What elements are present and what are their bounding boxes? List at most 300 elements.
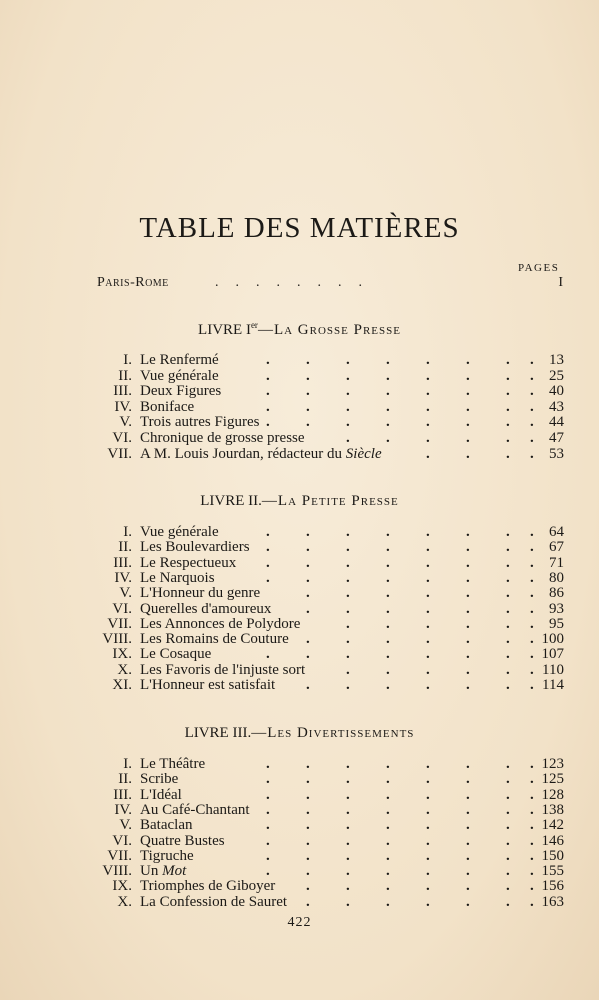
leader-dot: . <box>506 771 510 788</box>
chapter-title <box>140 802 250 818</box>
page-number: 422 <box>287 915 312 930</box>
leader-dot: . <box>426 539 430 556</box>
chapter-page: 13 <box>549 352 564 368</box>
chapter-title <box>140 399 194 415</box>
chapter-title <box>140 414 259 430</box>
chapter-title-text: La Confession de Sauret <box>140 893 288 910</box>
chapter-title-text: Chronique de grosse presse <box>140 430 305 446</box>
chapter-number: VIII. <box>102 863 132 880</box>
leader-dot: . <box>426 863 430 880</box>
leader-dot: . <box>506 817 510 834</box>
leader-dot: . <box>426 352 430 368</box>
chapter-number: VII. <box>107 445 132 462</box>
chapter-page: 114 <box>542 677 564 693</box>
leader-dot: . <box>506 615 510 632</box>
chapter-number: VII. <box>107 847 132 864</box>
leader-dot: . <box>530 817 534 834</box>
leader-dot: . <box>386 646 390 663</box>
leader-dot: . <box>506 367 510 384</box>
leader-dot: . <box>266 554 270 571</box>
leader-dot: . <box>530 430 534 446</box>
toc-entry <box>0 894 599 910</box>
leader-dot: . <box>306 631 310 648</box>
chapter-title-text: Bataclan <box>140 817 193 834</box>
leader-dot: . <box>530 398 534 415</box>
leader-dot: . <box>506 430 510 446</box>
leader-dot: . <box>346 646 350 663</box>
chapter-number: VII. <box>107 615 132 632</box>
leader-dot: . <box>466 847 470 864</box>
chapter-title <box>140 894 287 910</box>
leader-dot: . <box>346 398 350 415</box>
leader-dot: . <box>346 554 350 571</box>
leader-dot: . <box>306 569 310 586</box>
chapter-title-text: Vue générale <box>140 524 219 540</box>
chapter-title <box>140 817 192 833</box>
leader-dot: . <box>306 600 310 617</box>
leader-dot: . <box>530 615 534 632</box>
leader-dot: . <box>506 414 510 431</box>
leader-dot: . <box>530 832 534 849</box>
livre-heading-sup: er <box>250 320 258 330</box>
leader-dot: . <box>530 847 534 864</box>
chapter-title <box>140 646 211 662</box>
chapter-title <box>140 368 219 384</box>
chapter-title-text: Boniface <box>140 398 195 415</box>
leader-dot: . <box>266 756 270 772</box>
chapter-number: X. <box>117 661 132 678</box>
leader-dot: . <box>506 832 510 849</box>
chapter-page: 123 <box>541 756 564 772</box>
leader-dot: . <box>346 756 350 772</box>
chapter-title-italic: Mot <box>162 863 187 880</box>
leader-dot: . <box>346 631 350 648</box>
leader-dot: . <box>530 585 534 602</box>
chapter-title <box>140 787 182 803</box>
chapter-page: 43 <box>549 398 564 415</box>
leader-dot: . <box>466 756 470 772</box>
chapter-title <box>140 878 275 894</box>
leader-dot: . <box>386 367 390 384</box>
leader-dot: . <box>346 677 350 693</box>
toc-entry <box>0 524 599 540</box>
leader-dot: . <box>346 832 350 849</box>
leader-dot: . <box>426 367 430 384</box>
leader-dot: . <box>426 661 430 678</box>
chapter-number: VI. <box>112 430 132 446</box>
leader-dot: . <box>466 817 470 834</box>
leader-dot: . <box>506 878 510 895</box>
leader-dot: . <box>306 878 310 895</box>
chapter-page: 93 <box>549 600 564 617</box>
leader-dot: . <box>306 677 310 693</box>
leader-dot: . <box>266 771 270 788</box>
chapter-title <box>140 662 305 678</box>
leader-dot: . <box>306 367 310 384</box>
chapter-title <box>140 524 219 540</box>
toc-entry <box>0 771 599 787</box>
toc-entry <box>0 833 599 849</box>
chapter-number: V. <box>119 817 132 834</box>
chapter-page: 128 <box>541 786 564 803</box>
chapter-title <box>140 631 289 647</box>
livre-heading <box>0 320 599 339</box>
leader-dot: . <box>426 677 430 693</box>
leader-dot: . <box>530 878 534 895</box>
livre-heading <box>0 725 599 742</box>
chapter-number: IV. <box>114 569 132 586</box>
chapter-title <box>140 446 382 462</box>
livre-heading-subtitle: —Les Divertissements <box>251 725 415 741</box>
leader-dot: . <box>426 414 430 431</box>
chapter-number: V. <box>119 414 132 431</box>
leader-dot: . <box>426 786 430 803</box>
chapter-title-text: Vue générale <box>140 367 219 384</box>
leader-dot: . <box>386 863 390 880</box>
leader-dot: . <box>386 539 390 556</box>
chapter-title <box>140 585 260 601</box>
leader-dot: . <box>466 661 470 678</box>
chapter-page: 110 <box>542 661 564 678</box>
leader-dot: . <box>466 786 470 803</box>
leader-dot: . <box>386 600 390 617</box>
leader-dot: . <box>386 554 390 571</box>
leader-dot: . <box>386 661 390 678</box>
pages-column-label: PAGES <box>518 262 560 274</box>
chapter-title-text: Les Favoris de l'injuste sort <box>140 661 306 678</box>
leader-dot: . <box>386 878 390 895</box>
chapter-title-text: Quatre Bustes <box>140 832 225 849</box>
leader-dot: . <box>426 646 430 663</box>
livre-heading-subtitle: —La Grosse Presse <box>257 322 401 338</box>
leader-dot: . <box>266 817 270 834</box>
chapter-number: I. <box>123 524 132 540</box>
chapter-title <box>140 430 305 446</box>
leader-dot: . <box>506 554 510 571</box>
leader-dot: . <box>466 445 470 462</box>
livre-heading-main: LIVRE II. <box>200 493 262 509</box>
chapter-page: 95 <box>549 615 564 632</box>
leader-dot: . <box>506 445 510 462</box>
chapter-title <box>140 616 300 632</box>
leader-dot: . <box>386 615 390 632</box>
leader-dot: . <box>530 383 534 400</box>
leader-dot: . <box>346 847 350 864</box>
chapter-page: 107 <box>541 646 564 663</box>
leader-dot: . <box>506 893 510 910</box>
leader-dot: . <box>306 585 310 602</box>
leader-dot: . <box>426 383 430 400</box>
chapter-number: II. <box>118 367 132 384</box>
chapter-title-italic: Siècle <box>345 445 382 462</box>
toc-entry <box>0 430 599 446</box>
leader-dot: . <box>426 430 430 446</box>
toc-entry <box>0 570 599 586</box>
leader-dot: . <box>386 756 390 772</box>
leader-dot: . <box>386 414 390 431</box>
leader-dot: . <box>306 832 310 849</box>
leader-dot: . <box>530 893 534 910</box>
leader-dot: . <box>506 677 510 693</box>
leader-dot: . <box>386 585 390 602</box>
leader-dot: . <box>386 398 390 415</box>
leader-dot: . <box>306 383 310 400</box>
leader-dot: . <box>530 445 534 462</box>
leader-dot: . <box>466 600 470 617</box>
chapter-number: VI. <box>112 832 132 849</box>
leader-dot: . <box>530 600 534 617</box>
leader-dot: . <box>506 383 510 400</box>
livre-heading-subtitle: —La Petite Presse <box>261 493 399 509</box>
leader-dot: . <box>426 756 430 772</box>
chapter-title <box>140 352 219 368</box>
leader-dot: . <box>426 615 430 632</box>
leader-dot: . <box>466 554 470 571</box>
leader-dot: . <box>306 414 310 431</box>
leader-dot: . <box>466 539 470 556</box>
chapter-number: II. <box>118 771 132 788</box>
chapter-page: 67 <box>549 539 564 556</box>
chapter-page: 64 <box>549 524 564 540</box>
chapter-title <box>140 771 178 787</box>
leader-dot: . <box>506 569 510 586</box>
leader-dot: . <box>266 569 270 586</box>
leader-dot: . <box>266 414 270 431</box>
chapter-title-text: Un <box>140 863 163 880</box>
toc-entry <box>0 787 599 803</box>
leader-dot: . <box>386 786 390 803</box>
chapter-title-text: Le Respectueux <box>140 554 237 571</box>
leader-dot: . <box>466 430 470 446</box>
chapter-title-text: Les Romains de Couture <box>140 631 289 648</box>
toc-entry <box>0 555 599 571</box>
intro-entry <box>97 275 563 293</box>
leader-dot: . <box>306 893 310 910</box>
chapter-title-text: L'Honneur du genre <box>140 585 261 602</box>
chapter-number: I. <box>123 756 132 772</box>
leader-dot: . <box>530 352 534 368</box>
chapter-title <box>140 539 250 555</box>
chapter-number: IX. <box>112 646 132 663</box>
toc-entry <box>0 848 599 864</box>
toc-entry <box>0 646 599 662</box>
leader-dot: . <box>466 863 470 880</box>
leader-dot: . <box>346 661 350 678</box>
chapter-title <box>140 570 215 586</box>
leader-dot: . <box>506 398 510 415</box>
leader-dot: . <box>466 569 470 586</box>
leader-dot: . <box>386 677 390 693</box>
leader-dot: . <box>386 832 390 849</box>
chapter-number: VIII. <box>102 631 132 648</box>
leader-dot: . <box>306 817 310 834</box>
chapter-page: 125 <box>541 771 564 788</box>
leader-dot: . <box>266 539 270 556</box>
toc-entry <box>0 631 599 647</box>
leader-dot: . <box>426 878 430 895</box>
toc-entry <box>0 446 599 462</box>
leader-dot: . <box>346 430 350 446</box>
chapter-title-text: Querelles d'amoureux <box>140 600 272 617</box>
chapter-page: 138 <box>541 801 564 818</box>
leader-dot: . <box>386 817 390 834</box>
leader-dot: . <box>386 524 390 540</box>
chapter-number: I. <box>123 352 132 368</box>
leader-dot: . <box>346 801 350 818</box>
chapter-page: 146 <box>541 832 564 849</box>
leader-dot: . <box>426 631 430 648</box>
leader-dot: . <box>266 801 270 818</box>
toc-entry <box>0 383 599 399</box>
leader-dot: . <box>346 786 350 803</box>
leader-dot: . <box>426 801 430 818</box>
toc-entry <box>0 756 599 772</box>
toc-entry <box>0 662 599 678</box>
leader-dot: . <box>426 832 430 849</box>
chapter-number: III. <box>113 786 132 803</box>
chapter-title-text: Triomphes de Giboyer <box>140 878 276 895</box>
leader-dot: . <box>426 585 430 602</box>
leader-dot: . <box>386 847 390 864</box>
chapter-title-text: Au Café-Chantant <box>140 801 250 818</box>
leader-dot: . <box>306 863 310 880</box>
leader-dot: . <box>346 367 350 384</box>
leader-dot: . <box>530 661 534 678</box>
chapter-page: 150 <box>541 847 564 864</box>
leader-dot: . <box>506 847 510 864</box>
toc-entry <box>0 601 599 617</box>
leader-dot: . <box>506 631 510 648</box>
leader-dot: . <box>506 352 510 368</box>
leader-dot: . <box>530 539 534 556</box>
leader-dot: . <box>466 615 470 632</box>
leader-dot: . <box>386 771 390 788</box>
chapter-title <box>140 555 236 571</box>
chapter-title-text: L'Honneur est satisfait <box>140 677 276 693</box>
chapter-title <box>140 833 225 849</box>
leader-dot: . <box>266 847 270 864</box>
livre-heading-main: LIVRE I <box>198 322 251 338</box>
leader-dot: . <box>346 414 350 431</box>
leader-dot: . <box>530 786 534 803</box>
leader-dot: . <box>306 524 310 540</box>
leader-dot: . <box>530 677 534 693</box>
chapter-number: VI. <box>112 600 132 617</box>
toc-entry <box>0 677 599 693</box>
chapter-title-text: Le Théâtre <box>140 756 206 772</box>
leader-dot: . <box>506 863 510 880</box>
leader-dot: . <box>306 646 310 663</box>
leader-dot: . <box>266 383 270 400</box>
chapter-number: III. <box>113 383 132 400</box>
chapter-title <box>140 848 194 864</box>
chapter-number: IX. <box>112 878 132 895</box>
chapter-number: II. <box>118 539 132 556</box>
leader-dot: . <box>466 352 470 368</box>
leader-dot: . <box>306 352 310 368</box>
toc-entry <box>0 802 599 818</box>
chapter-title-text: Le Narquois <box>140 569 215 586</box>
leader-dot: . <box>266 786 270 803</box>
leader-dot: . <box>506 801 510 818</box>
leader-dot: . <box>466 631 470 648</box>
chapter-page: 142 <box>541 817 564 834</box>
chapter-title-text: Scribe <box>140 771 179 788</box>
chapter-number: V. <box>119 585 132 602</box>
chapter-title <box>140 756 205 772</box>
leader-dot: . <box>386 430 390 446</box>
leader-dot: . <box>530 646 534 663</box>
leader-dot: . <box>266 832 270 849</box>
leader-dot: . <box>266 398 270 415</box>
chapter-page: 100 <box>541 631 564 648</box>
leader-dot: . <box>466 524 470 540</box>
chapter-number: IV. <box>114 801 132 818</box>
toc-entry <box>0 585 599 601</box>
leader-dot: . <box>266 367 270 384</box>
leader-dot: . <box>266 646 270 663</box>
toc-entry <box>0 878 599 894</box>
leader-dot: . <box>346 383 350 400</box>
chapter-number: IV. <box>114 398 132 415</box>
intro-page: I <box>558 275 563 290</box>
leader-dot: . <box>306 398 310 415</box>
page-title: TABLE DES MATIÈRES <box>139 212 460 244</box>
toc-entry <box>0 817 599 833</box>
chapter-title <box>140 601 271 617</box>
leader-dot: . <box>306 756 310 772</box>
leader-dot: . <box>530 554 534 571</box>
leader-dot: . <box>466 893 470 910</box>
leader-dot: . <box>506 600 510 617</box>
leader-dot: . <box>386 893 390 910</box>
chapter-page: 47 <box>549 430 564 446</box>
leader-dot: . <box>426 554 430 571</box>
leader-dot: . <box>466 585 470 602</box>
leader-dot: . <box>306 771 310 788</box>
leader-dot: . <box>346 524 350 540</box>
leader-dot: . <box>466 801 470 818</box>
leader-dot: . <box>506 524 510 540</box>
leader-dot: . <box>266 863 270 880</box>
leader-dot: . <box>506 661 510 678</box>
leader-dot: . <box>506 646 510 663</box>
leader-dot: . <box>386 631 390 648</box>
chapter-number: III. <box>113 554 132 571</box>
leader-dot: . <box>466 383 470 400</box>
leader-dot: . <box>346 893 350 910</box>
chapter-title-text: Les Boulevardiers <box>140 539 250 556</box>
leader-dot: . <box>466 646 470 663</box>
chapter-page: 163 <box>541 893 564 910</box>
chapter-page: 53 <box>549 445 564 462</box>
toc-entry <box>0 539 599 555</box>
chapter-title <box>140 383 221 399</box>
chapter-page: 86 <box>549 585 564 602</box>
chapter-title-text: Les Annonces de Polydore <box>140 615 301 632</box>
leader-dot: . <box>530 756 534 772</box>
leader-dot: . <box>346 352 350 368</box>
leader-dot: . <box>306 554 310 571</box>
leader-dot: . <box>530 801 534 818</box>
chapter-title-text: Trois autres Figures <box>140 414 260 431</box>
leader-dot: . <box>346 817 350 834</box>
chapter-title <box>140 863 186 879</box>
leader-dot: . <box>346 615 350 632</box>
leader-dot: . <box>506 585 510 602</box>
leader-dot: . <box>466 832 470 849</box>
leader-dot: . <box>426 893 430 910</box>
